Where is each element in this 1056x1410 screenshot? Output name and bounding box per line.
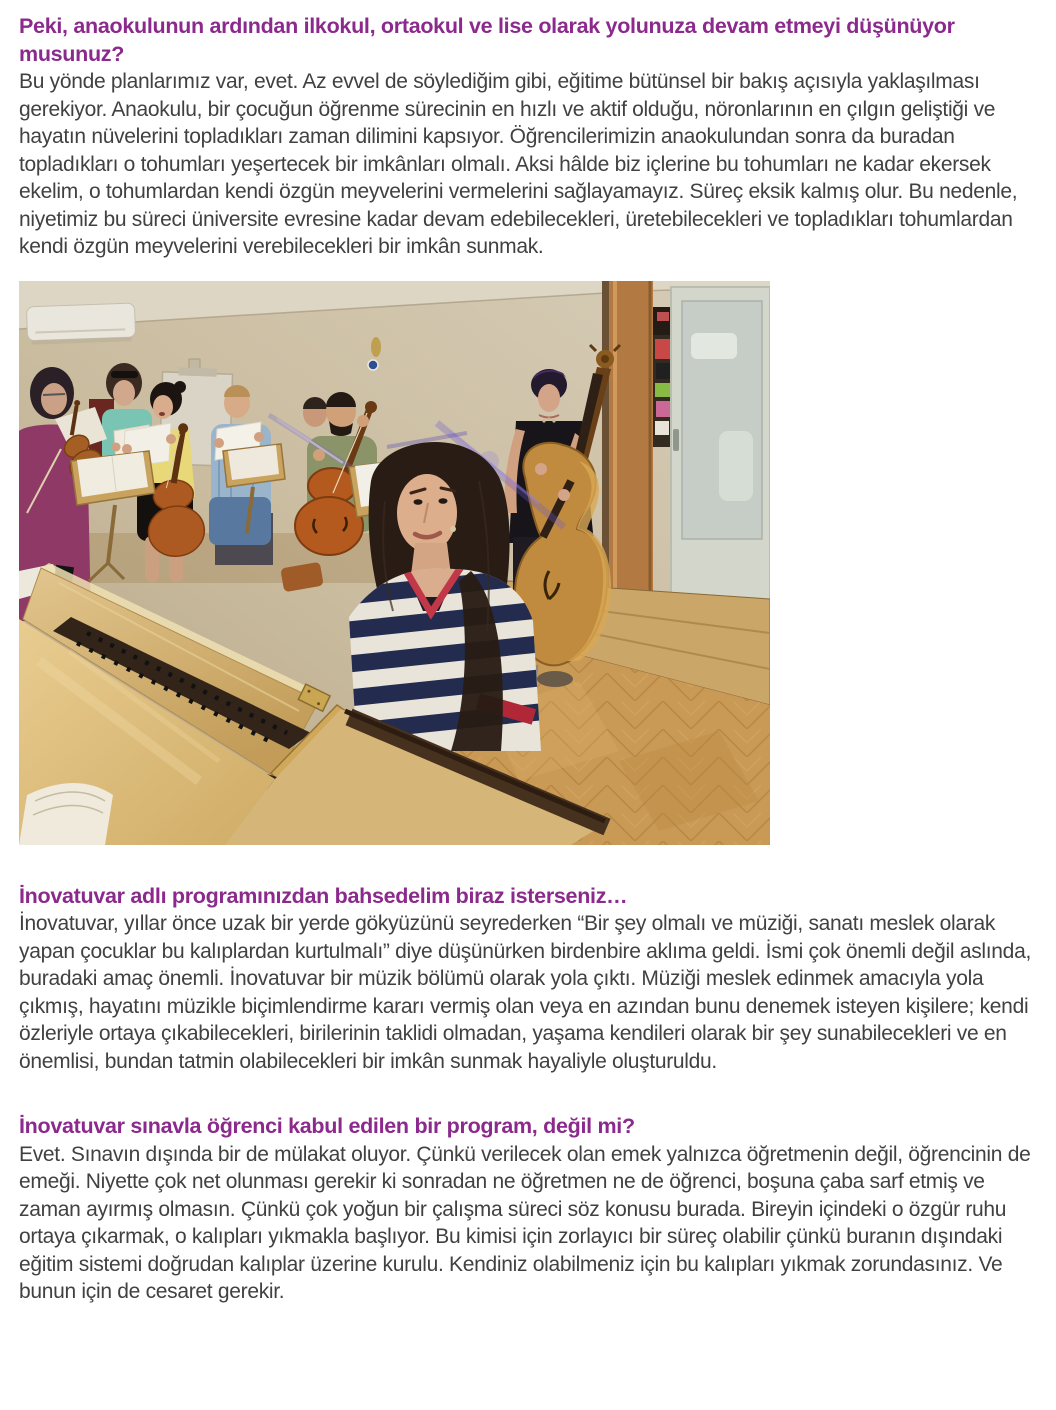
answer-2: İnovatuvar, yıllar önce uzak bir yerde gökyüzünü seyrederken “Bir şey olmalı ve müziği, sanatı meslek olarak yapan çocuklar bu kalıplardan kurtulmalı” diye düşünürken birdenbire aklıma geldi. İsmi çok önemli değil aslında, buradaki amaç önemli. İnovatuvar bir müzik bölümü olarak yola çıktı. Müziği meslek edinmek amacıyla yola çıkmış, hayatını müzikle biçimlendirme kararı vermiş olan veya en azından bunu denemek isteyen kişilere; kendi özleriyle ortaya çıkabilecekleri, birilerinin taklidi olmadan, yaşama kendileri olarak bir şey sunabilecekleri ve en önemlisi, bundan tatmin olabilecekleri bir imkân sunmak hayaliyle oluşturuldu. [19, 912, 1031, 1073]
question-3: İnovatuvar sınavla öğrenci kabul edilen bir program, değil mi? [19, 1114, 635, 1138]
answer-1: Bu yönde planlarımız var, evet. Az evvel de söylediğim gibi, eğitime bütünsel bir bakış açısıyla yaklaşılması gerekiyor. Anaokulu, bir çocuğun öğrenme sürecinin en hızlı ve aktif olduğu, nöronlarının en çılgın geliştiği ve hayatın nüvelerini topladıkları zaman dilimini kapsıyor. Öğrencilerimizin anaokulundan sonra da buradan topladıkları o tohumları yeşertecek bir imkânları olmalı. Aksi hâlde biz içlerine bu tohumları ne kadar ekersek ekelim, o tohumlardan kendi özgün meyvelerini vermelerini sağlayamayız. Süreç eksik kalmış olur. Bu nedenle, niyetimiz bu süreci üniversite evresine kadar devam edebilecekleri, üretebilecekleri ve topladıkları tohumlardan kendi özgün meyvelerini verebilecekleri bir imkân sunmak. [19, 70, 1018, 258]
sliding-door [671, 287, 770, 621]
rehearsal-photo [19, 281, 770, 845]
question-2: İnovatuvar adlı programınızdan bahsedelim biraz isterseniz… [19, 883, 628, 908]
rehearsal-photo-illustration [19, 281, 770, 845]
question-1: Peki, anaokulunun ardından ilkokul, ortaokul ve lise olarak yolunuza devam etmeyi düşünüyor musunuz? [19, 14, 955, 66]
air-conditioner [26, 303, 135, 345]
door-frame [602, 281, 653, 613]
answer-3: Evet. Sınavın dışında bir de mülakat oluyor. Çünkü verilecek olan emek yalnızca öğretmenin değil, öğrencinin de emeği. Niyette çok net olunması gerekir ki sonradan ne öğretmen ne de öğrenci, boşuna çaba sarf etmiş ve zaman ayırmış olmasın. Çünkü çok yoğun bir çalışma süreci söz konusu burada. Bireyin içindeki o özgür ruhu ortaya çıkarmak, o kalıpları yıkmakla başlıyor. Bu kimisi için zorlayıcı bir süreç olabilir çünkü buranın dışındaki eğitim sistemi doğrudan kalıplar üzerine kurulu. Kendiniz olabilmeniz için bu kalıpları yıkmak zorundasınız. Ve bunun için de cesaret gerekir. [19, 1142, 1031, 1303]
background-singer-head [303, 397, 327, 427]
